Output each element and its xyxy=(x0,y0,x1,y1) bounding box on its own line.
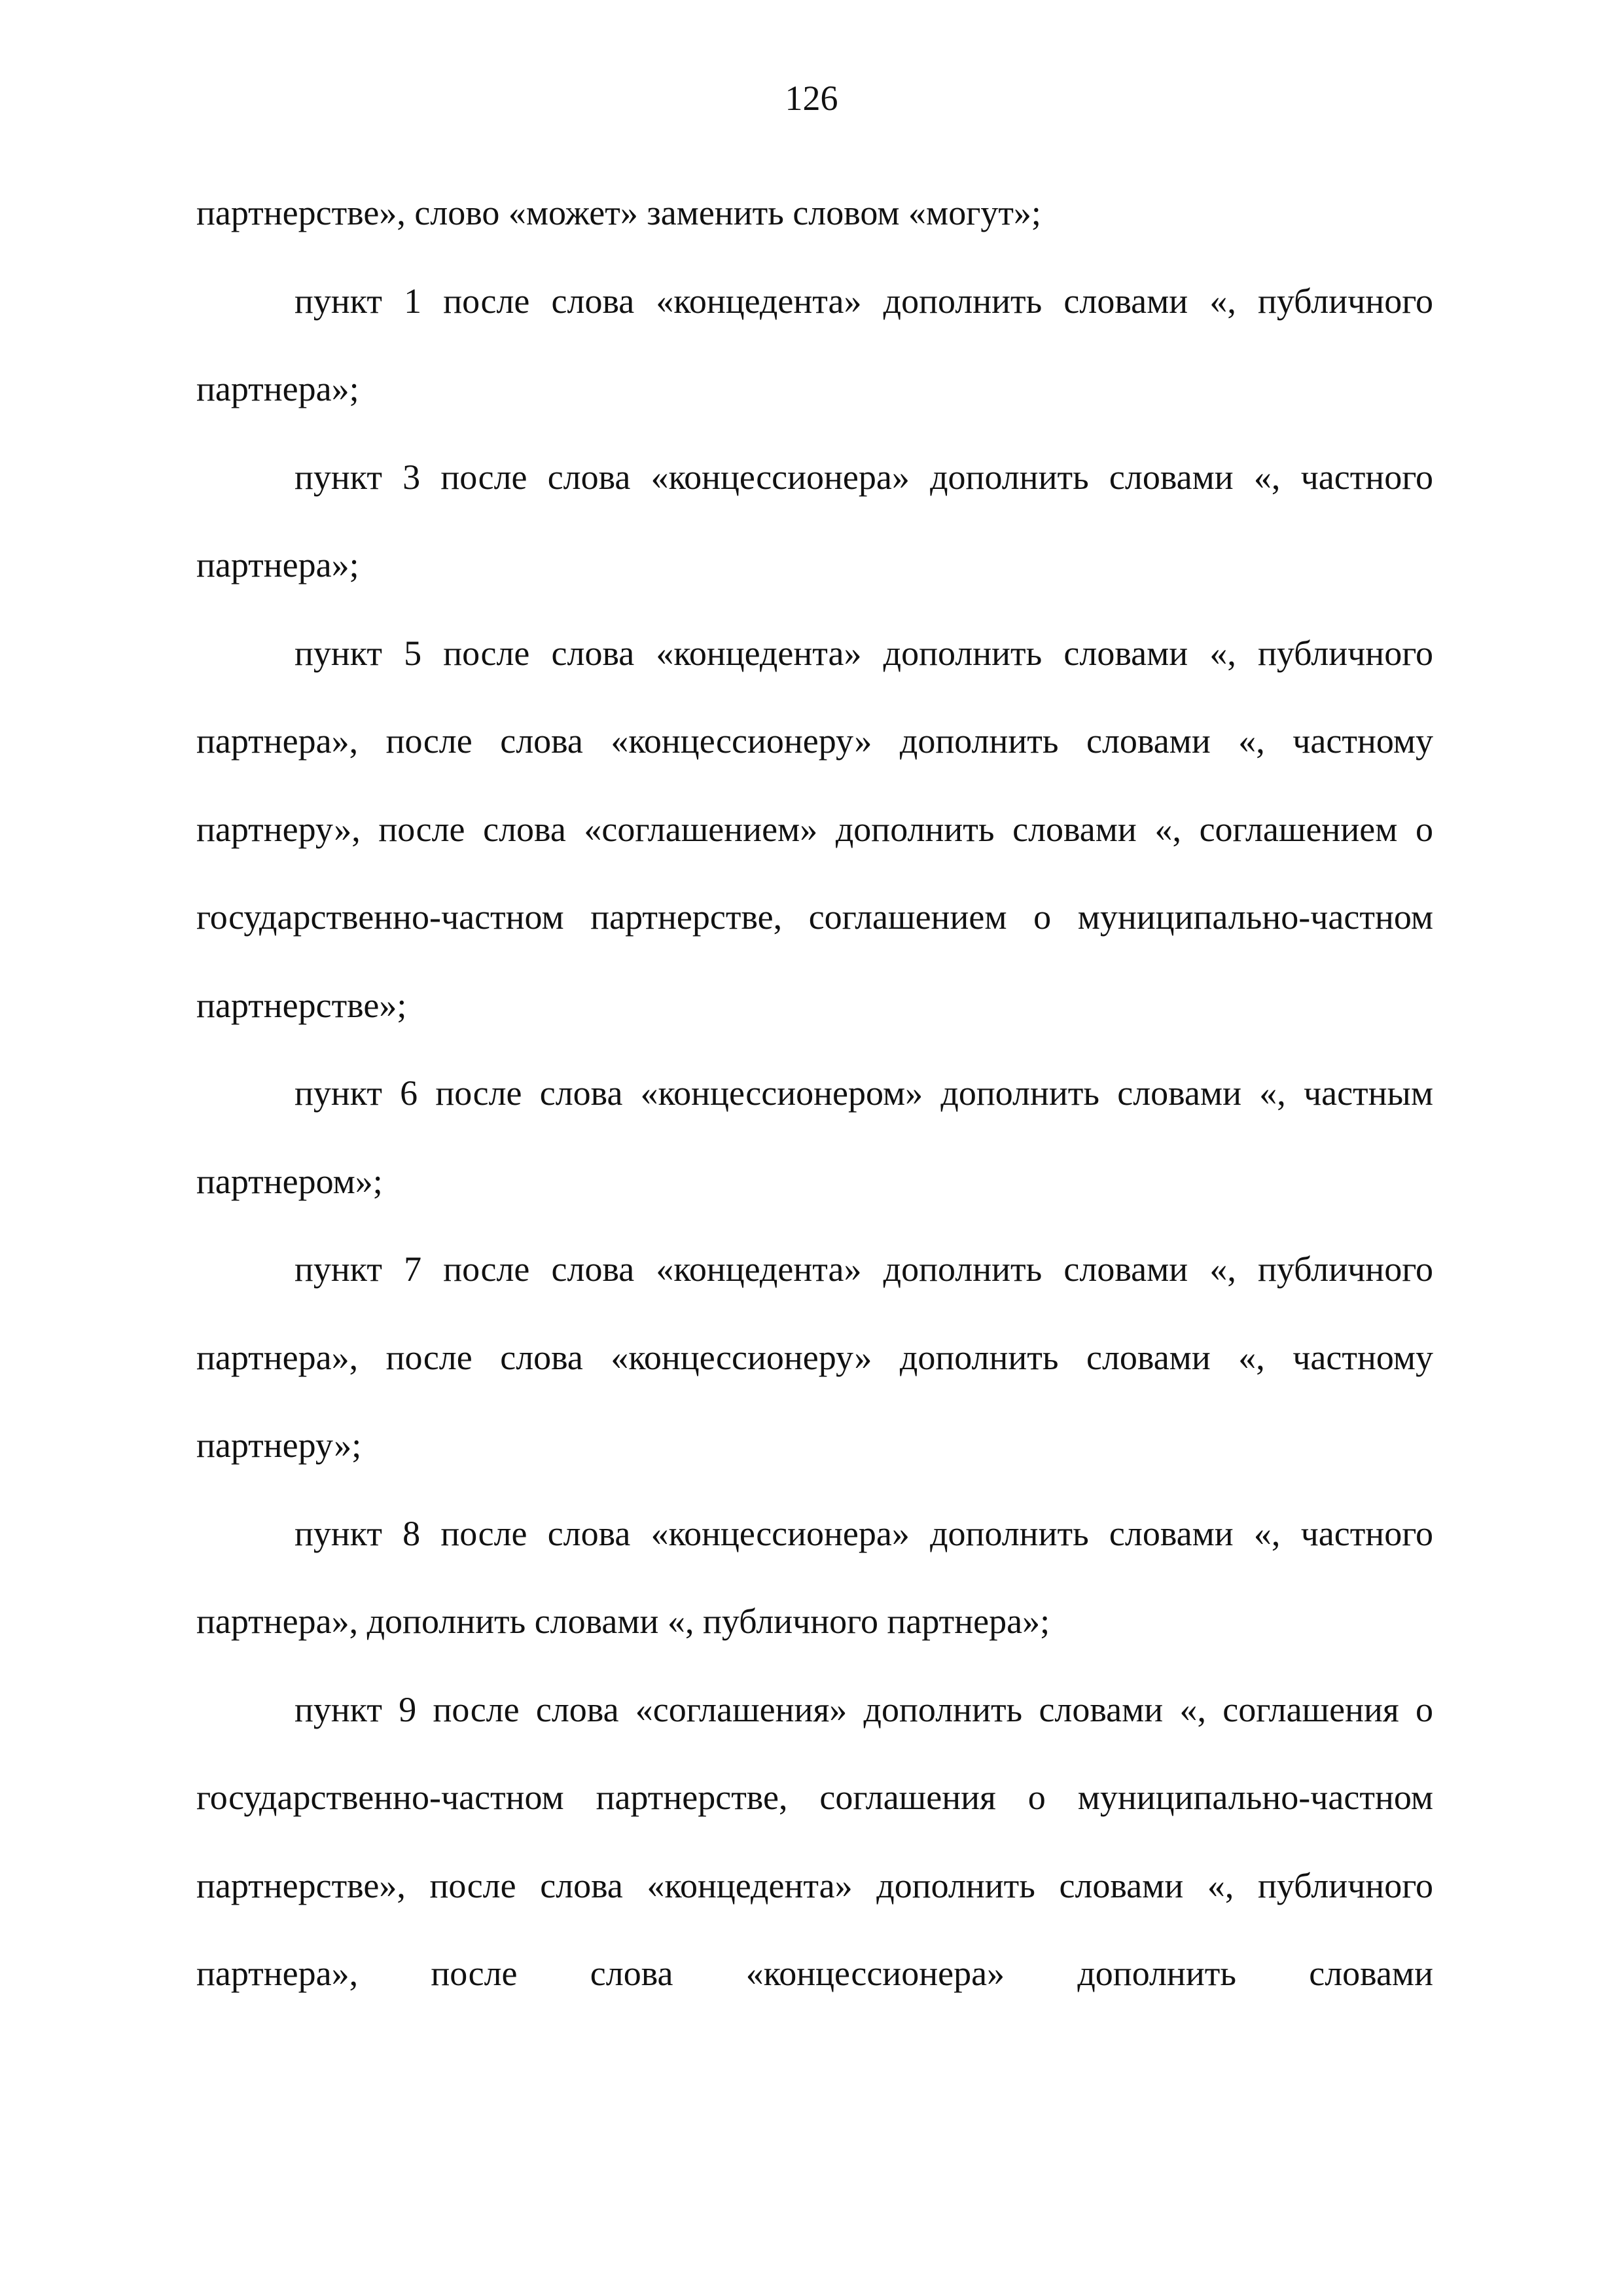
paragraph-item-3: пункт 3 после слова «концессионера» дополнить словами «, частного партнера»; xyxy=(196,457,1433,584)
paragraph-continuation: партнерстве», слово «может» заменить словом «могут»; xyxy=(196,193,1041,232)
page-number: 126 xyxy=(785,79,838,118)
paragraph-item-6: пункт 6 после слова «концессионером» дополнить словами «, частным партнером»; xyxy=(196,1073,1433,1201)
paragraph-item-7: пункт 7 после слова «концедента» дополнить словами «, публичного партнера», после слова «концессионеру» дополнить словами «, частному партнеру»; xyxy=(196,1249,1433,1465)
paragraph-item-5: пункт 5 после слова «концедента» дополнить словами «, публичного партнера», после слова «концессионеру» дополнить словами «, частному партнеру», после слова «соглашением» дополнить словами «, соглашением о государственно-частном партнерстве, соглашением о муниципально-частном партнерстве»; xyxy=(196,633,1433,1025)
paragraph-item-8: пункт 8 после слова «концессионера» дополнить словами «, частного партнера», дополнить словами «, публичного партнера»; xyxy=(196,1513,1433,1641)
document-body xyxy=(196,169,1433,2018)
paragraph-item-9: пункт 9 после слова «соглашения» дополнить словами «, соглашения о государственно-частном партнерстве, соглашения о муниципально-частном партнерстве», после слова «концедента» дополнить словами «, публичного партнера», после слова «концессионера» дополнить словами xyxy=(196,1689,1433,1993)
paragraph-item-1: пункт 1 после слова «концедента» дополнить словами «, публичного партнера»; xyxy=(196,281,1433,408)
